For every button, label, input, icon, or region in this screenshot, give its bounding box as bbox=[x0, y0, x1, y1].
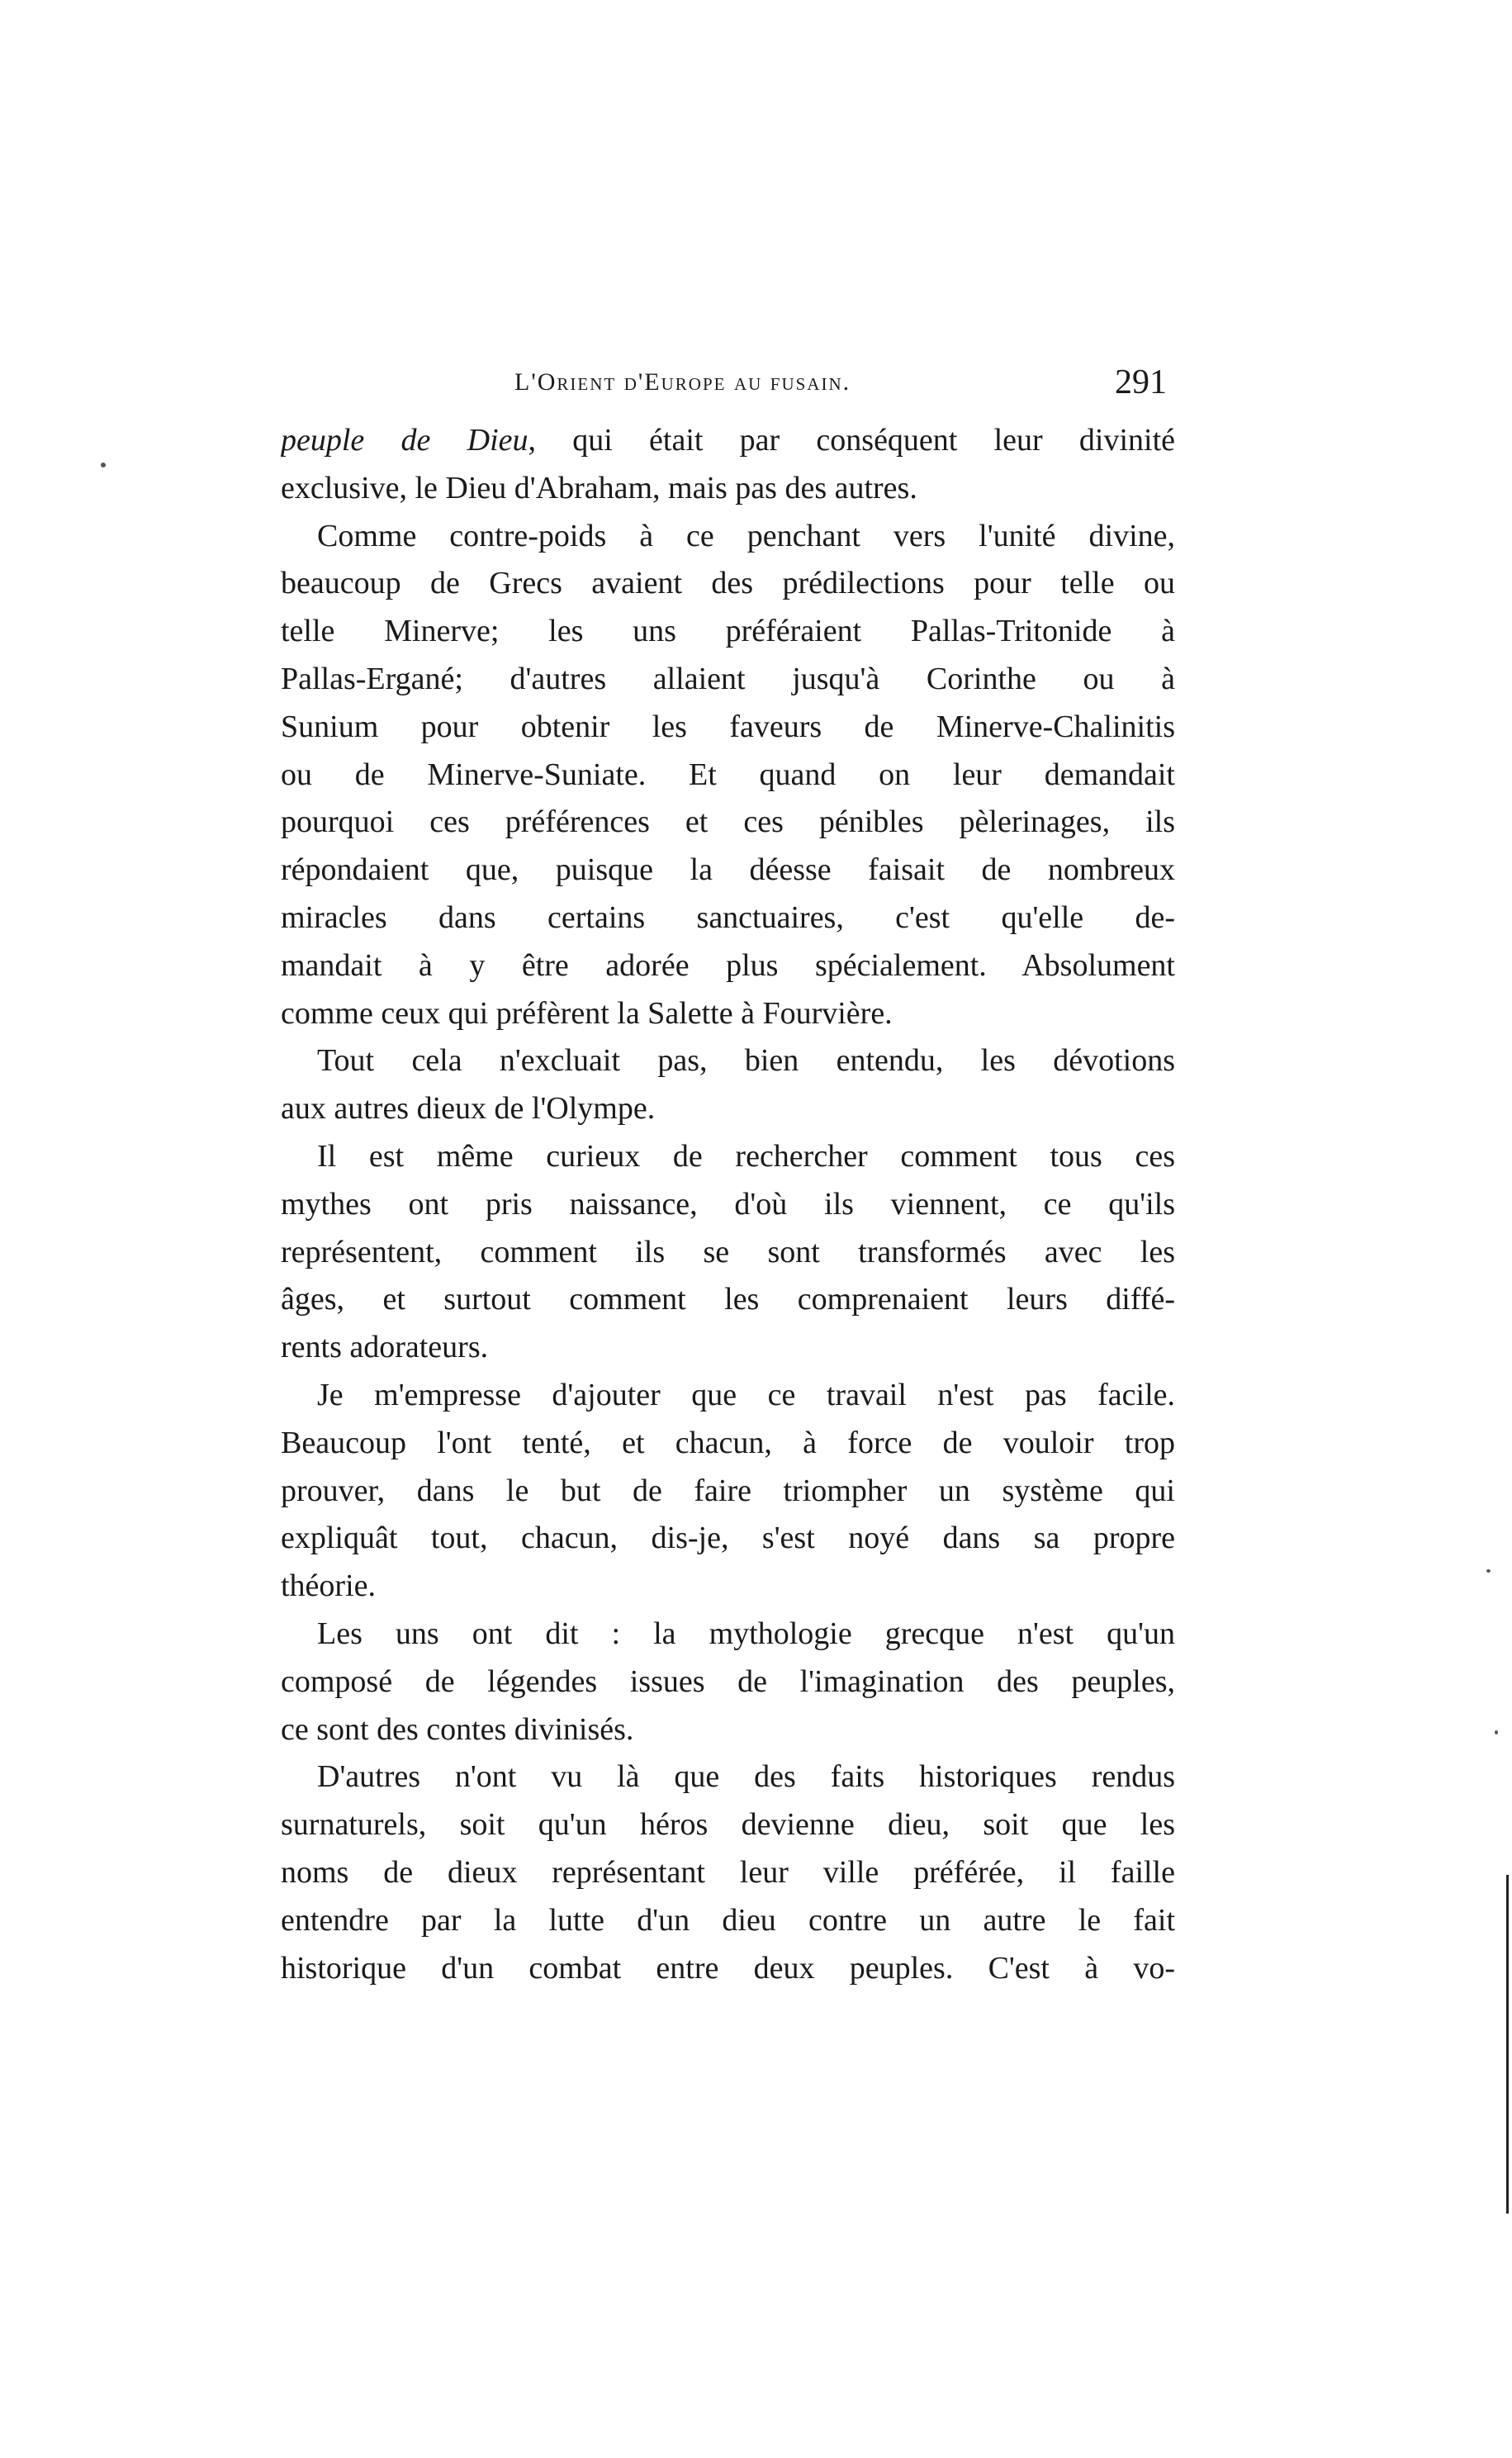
paragraph bbox=[281, 417, 1175, 513]
text-line: Tout cela n'excluait pas, bien entendu, les dévotions bbox=[317, 1043, 1175, 1079]
text-line: rents adorateurs. bbox=[281, 1330, 489, 1365]
text-line: Je m'empresse d'ajouter que ce travail n'est pas facile. bbox=[317, 1377, 1175, 1412]
text-line: âges, et surtout comment les comprenaient leurs diffé- bbox=[281, 1282, 1175, 1317]
text-line: aux autres dieux de l'Olympe. bbox=[281, 1091, 656, 1127]
text-line: D'autres n'ont vu là que des faits historiques rendus bbox=[317, 1759, 1175, 1795]
scan-speck bbox=[1495, 1730, 1498, 1734]
paragraph bbox=[281, 513, 1175, 1038]
text-line: Pallas-Ergané; d'autres allaient jusqu'à Corinthe ou à bbox=[281, 661, 1175, 696]
text-line: expliquât tout, chacun, dis-je, s'est noyé dans sa propre bbox=[281, 1521, 1175, 1556]
paragraph bbox=[281, 1753, 1175, 1992]
text-line: Beaucoup l'ont tenté, et chacun, à force de vouloir trop bbox=[281, 1425, 1175, 1460]
scan-edge-line bbox=[1506, 1875, 1509, 2214]
text-line: répondaient que, puisque la déesse faisait de nombreux bbox=[281, 852, 1175, 888]
text-line: historique d'un combat entre deux peuples. C'est à vo- bbox=[281, 1950, 1175, 1986]
scan-speck bbox=[101, 463, 106, 467]
paragraph bbox=[281, 1133, 1175, 1372]
text-line: entendre par la lutte d'un dieu contre un autre le fait bbox=[281, 1902, 1175, 1938]
text-line: mythes ont pris naissance, d'où ils viennent, ce qu'ils bbox=[281, 1186, 1175, 1222]
running-title: L'Orient d'Europe au fusain. bbox=[514, 368, 851, 396]
text-line: Sunium pour obtenir les faveurs de Minerve-Chalinitis bbox=[281, 709, 1175, 744]
paragraph bbox=[281, 1611, 1175, 1753]
text-line: noms de dieux représentant leur ville préférée, il faille bbox=[281, 1854, 1175, 1890]
text-line: théorie. bbox=[281, 1568, 377, 1604]
text-line: Il est même curieux de rechercher comment tous ces bbox=[317, 1138, 1175, 1174]
text-line: prouver, dans le but de faire triompher un système qui bbox=[281, 1473, 1175, 1508]
italic-phrase: peuple de Dieu bbox=[281, 423, 528, 458]
paragraph bbox=[281, 1037, 1175, 1133]
paragraph bbox=[281, 1372, 1175, 1611]
text-line: Comme contre-poids à ce penchant vers l'unité divine, bbox=[317, 518, 1175, 553]
text-line: comme ceux qui préfèrent la Salette à Fourvière. bbox=[281, 995, 893, 1031]
text-line: exclusive, le Dieu d'Abraham, mais pas des autres. bbox=[281, 470, 917, 505]
page-body-text bbox=[281, 417, 1175, 1992]
page-header bbox=[281, 362, 1175, 403]
text-line: surnaturels, soit qu'un héros devienne dieu, soit que les bbox=[281, 1807, 1175, 1843]
text-line: représentent, comment ils se sont transformés avec les bbox=[281, 1234, 1175, 1269]
text-line: beaucoup de Grecs avaient des prédilections pour telle ou bbox=[281, 566, 1175, 601]
text-line: miracles dans certains sanctuaires, c'est qu'elle de- bbox=[281, 899, 1175, 935]
text-line: ou de Minerve-Suniate. Et quand on leur demandait bbox=[281, 757, 1175, 792]
text-line: pourquoi ces préférences et ces pénibles pèlerinages, ils bbox=[281, 804, 1175, 840]
text-line: telle Minerve; les uns préféraient Pallas-Tritonide à bbox=[281, 614, 1175, 649]
scan-speck bbox=[1486, 1569, 1491, 1573]
text-line: mandait à y être adorée plus spécialement. Absolument bbox=[281, 947, 1175, 983]
text-line: peuple de Dieu, qui était par conséquent leur divinité bbox=[281, 423, 1175, 458]
page-number: 291 bbox=[1115, 363, 1167, 401]
text-line: ce sont des contes divinisés. bbox=[281, 1711, 634, 1747]
text-line: composé de légendes issues de l'imagination des peuples, bbox=[281, 1663, 1175, 1699]
text-line: Les uns ont dit : la mythologie grecque n'est qu'un bbox=[317, 1616, 1175, 1651]
